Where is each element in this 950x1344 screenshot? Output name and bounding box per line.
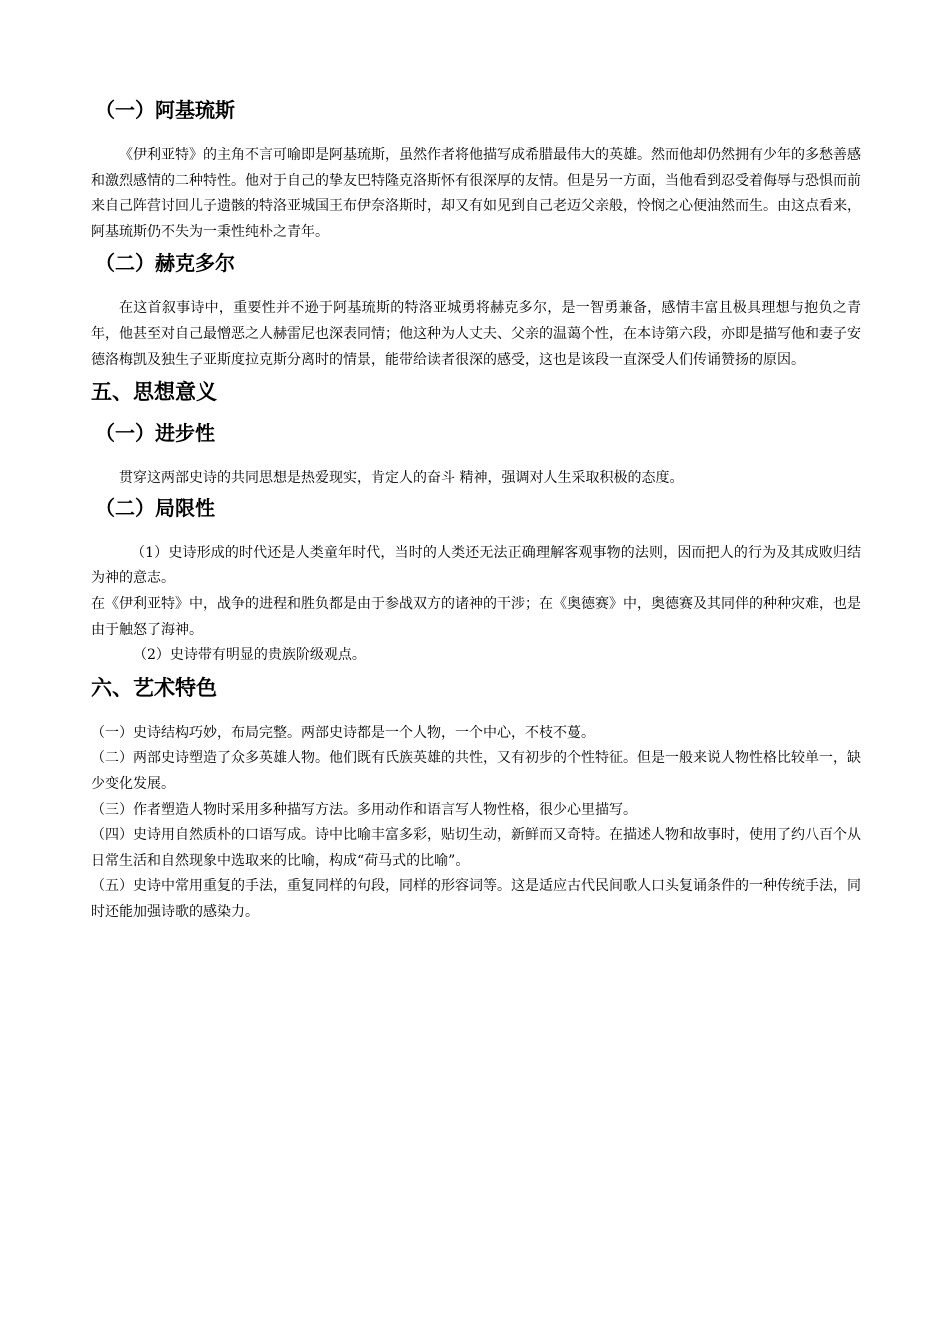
heading-hector: （二）赫克多尔 xyxy=(95,251,235,276)
limitation-item-1: （1）史诗形成的时代还是人类童年时代，当时的人类还无法正确理解客观事物的法则，因而把人的行为及其成败归结为神的意志。 xyxy=(91,544,861,587)
paragraph-progressive: 贯穿这两部史诗的共同思想是热爱现实，肯定人的奋斗 精神，强调对人生采取积极的态度。 xyxy=(119,470,684,487)
art-item: （二）两部史诗塑造了众多英雄人物。他们既有氏族英雄的共性，又有初步的个性特征。但是一般来说人物性格比较单一，缺少变化发展。 xyxy=(91,750,861,792)
art-item: （四）史诗用自然质朴的口语写成。诗中比喻丰富多彩，贴切生动，新鲜而又奇特。在描述人物和故事时，使用了约八百个从日常生活和自然现象中选取来的比喻，构成“荷马式的比喻”。 xyxy=(91,827,861,869)
art-item: （五）史诗中常用重复的手法，重复同样的句段，同样的形容词等。这是适应古代民间歌人口头复诵条件的一种传统手法，同时还能加强诗歌的感染力。 xyxy=(91,878,861,920)
document-page xyxy=(91,96,861,925)
heading-limitations: （二）局限性 xyxy=(95,495,215,520)
heading-progressive: （一）进步性 xyxy=(95,421,215,446)
heading-achilles: （一）阿基琉斯 xyxy=(95,98,235,122)
art-item: （一）史诗结构巧妙，布局完整。两部史诗都是一个人物，一个中心，不枝不蔓。 xyxy=(91,724,595,741)
limitation-item-2: （2）史诗带有明显的贵族阶级观点。 xyxy=(133,647,366,664)
paragraph-hector: 在这首叙事诗中，重要性并不逊于阿基琉斯的特洛亚城勇将赫克多尔，是一智勇兼备，感情丰富且极具理想与抱负之青年，他甚至对自己最憎恶之人赫雷尼也深表同情；他这种为人丈夫、父亲的温蔼个性，在本诗第六段，亦即是描写他和妻子安德洛梅凯及独生子亚斯度拉克斯分离时的情景，能带给读者很深的感受，这也是该段一直深受人们传诵赞扬的原因。 xyxy=(91,300,861,368)
limitation-item-1-note: 在《伊利亚特》中，战争的进程和胜负都是由于参战双方的诸神的干涉；在《奥德赛》中，奥德赛及其同伴的种种灾难，也是由于触怒了海神。 xyxy=(91,595,861,638)
paragraph-achilles: 《伊利亚特》的主角不言可喻即是阿基琉斯，虽然作者将他描写成希腊最伟大的英雄。然而他却仍然拥有少年的多愁善感和激烈感情的二种特性。他对于自己的挚友巴特隆克洛斯怀有很深厚的友情。但是另一方面，当他看到忍受着侮辱与恐惧而前来自己阵营讨回儿子遗骸的特洛亚城国王布伊奈洛斯时，却又有如见到自己老迈父亲般，怜悯之心便油然而生。由这点看来，阿基琉斯仍不失为一秉性纯朴之青年。 xyxy=(91,147,861,240)
heading-art: 六、艺术特色 xyxy=(91,675,217,700)
heading-ideology: 五、思想意义 xyxy=(91,380,217,405)
art-item: （三）作者塑造人物时采用多种描写方法。多用动作和语言写人物性格，很少心里描写。 xyxy=(91,801,637,818)
